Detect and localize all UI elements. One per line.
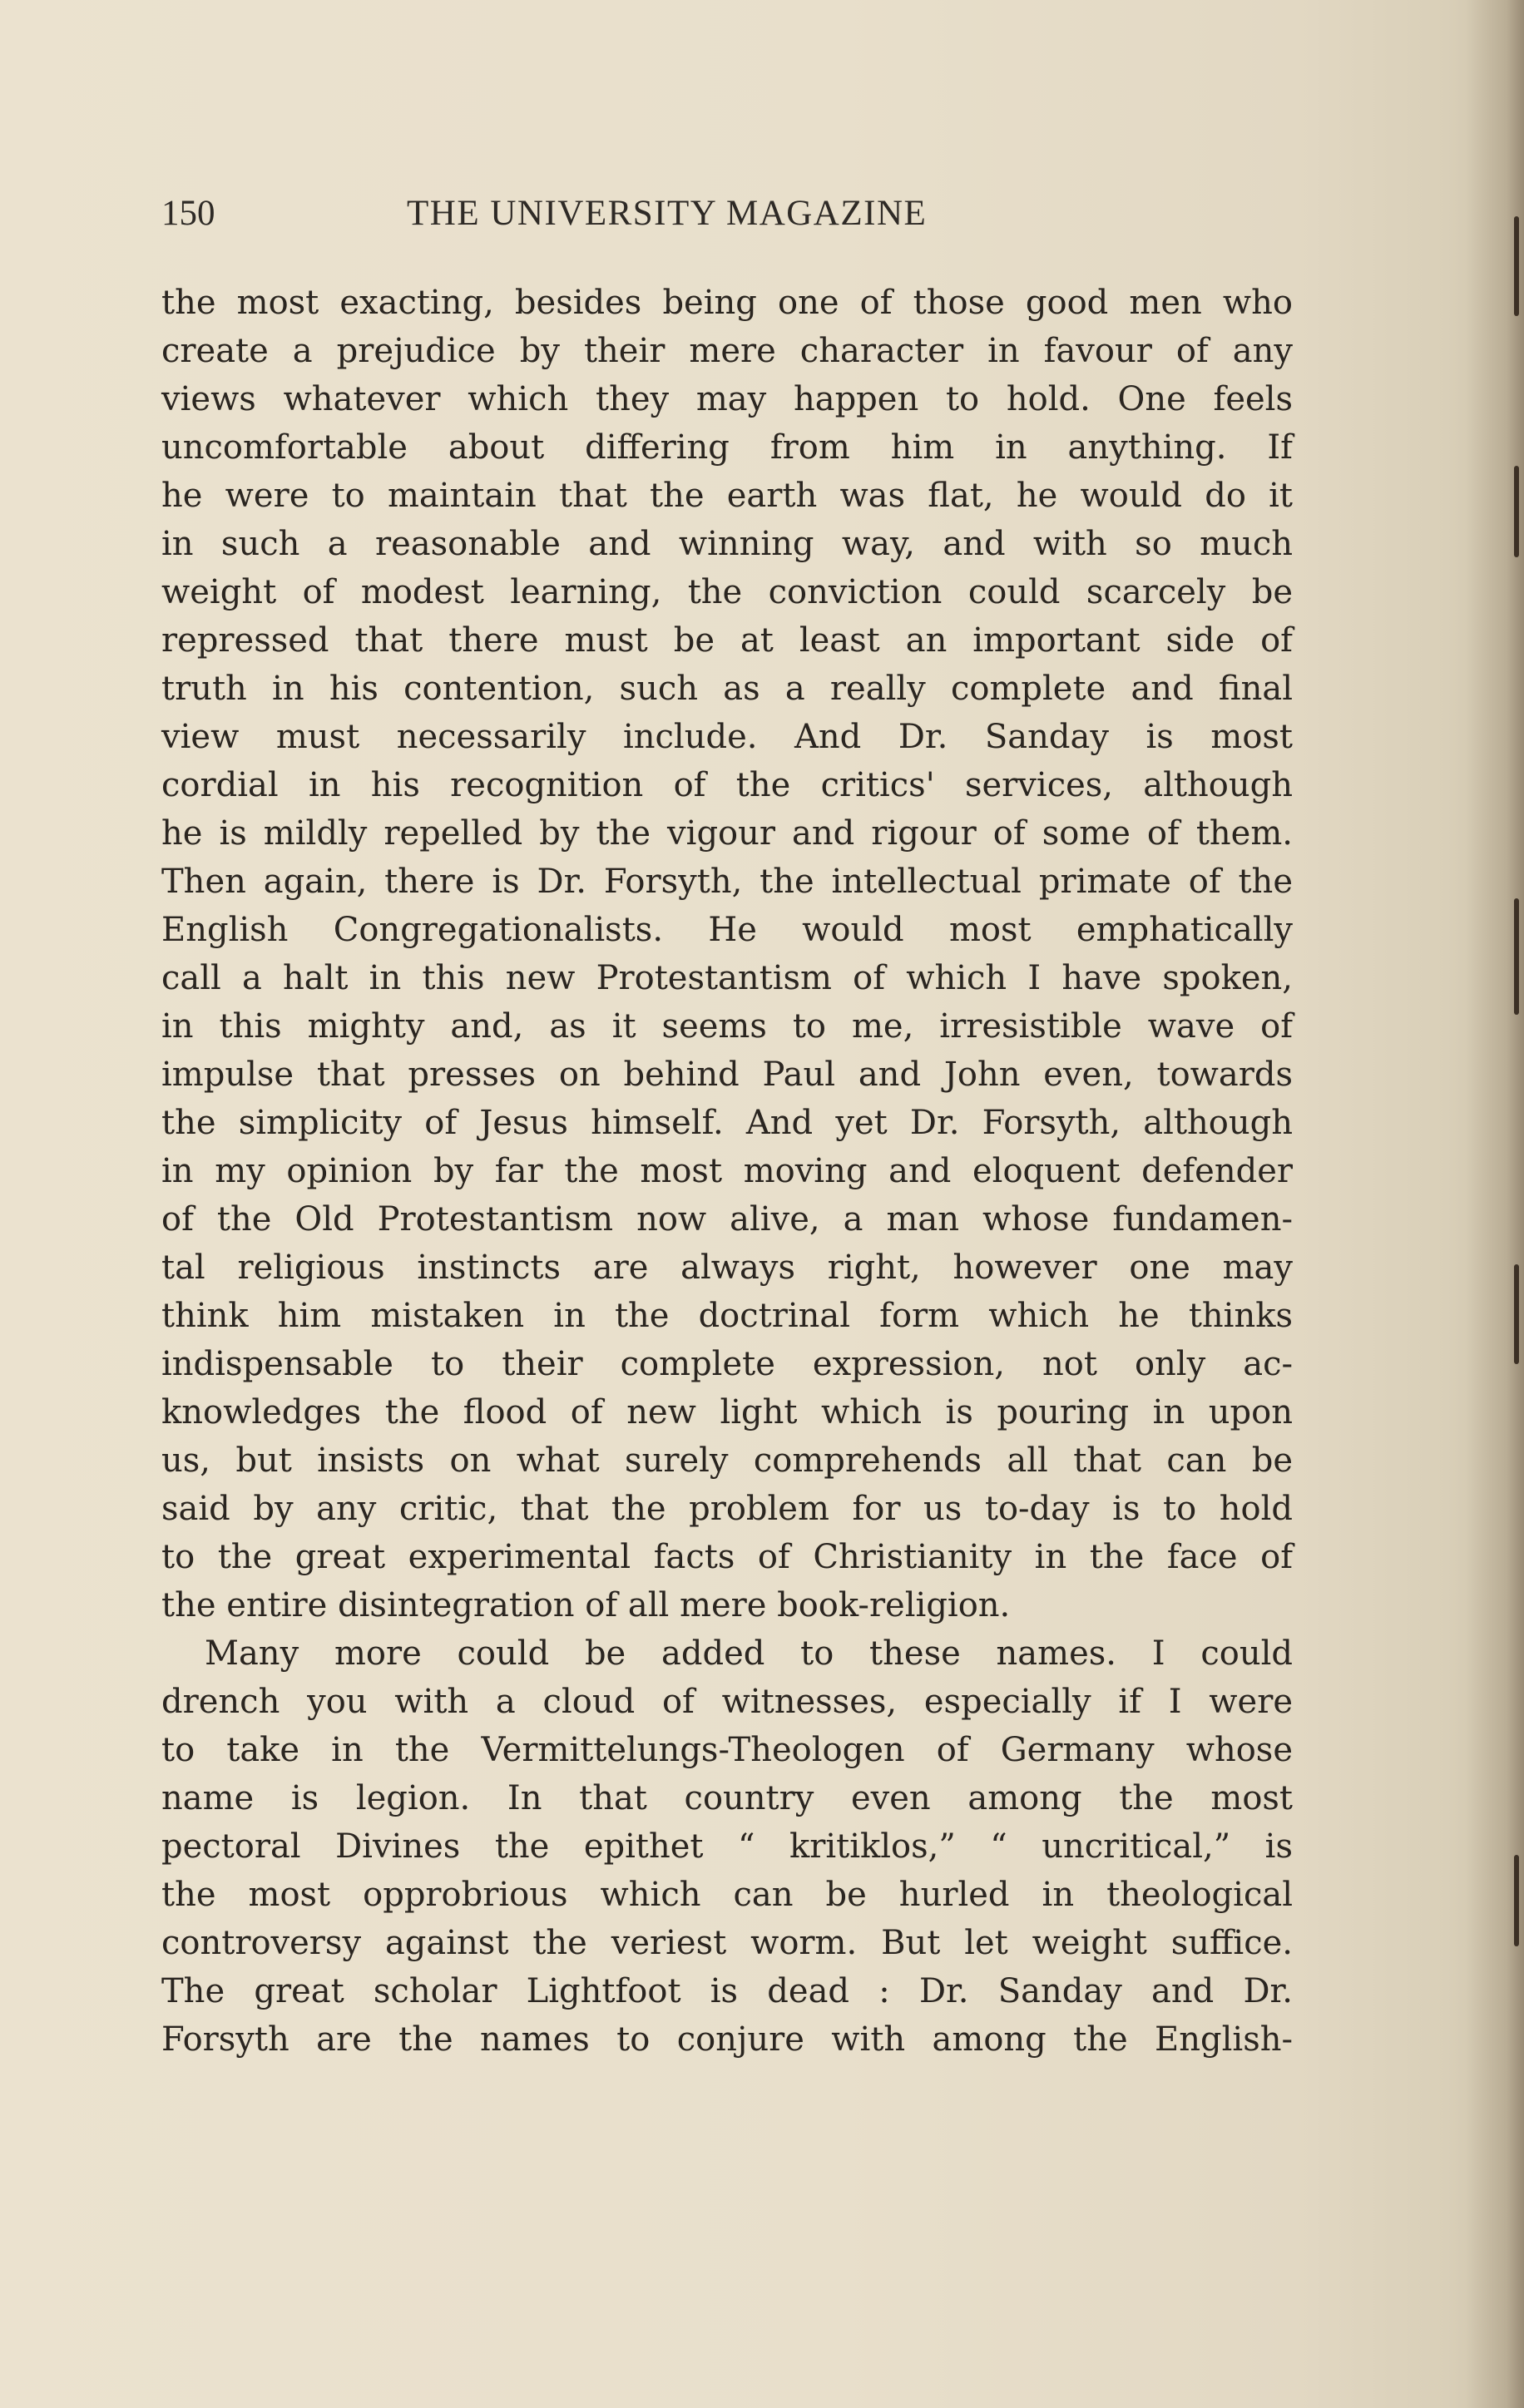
text-line: the most opprobrious which can be hurled in theological (161, 1876, 1293, 1914)
text-line: drench you with a cloud of witnesses, especially if I were (161, 1683, 1293, 1721)
text-line: the most exacting, besides being one of those good men who (161, 284, 1293, 322)
text-line: said by any critic, that the problem for us to-day is to hold (161, 1490, 1293, 1528)
text-line: to the great experimental facts of Christianity in the face of (161, 1538, 1293, 1576)
text-line: create a prejudice by their mere character in favour of any (161, 332, 1293, 370)
text-line: The great scholar Lightfoot is dead : Dr. Sanday and Dr. (161, 1972, 1293, 2010)
text-line: pectoral Divines the epithet “ kritiklos,” “ uncritical,” is (161, 1827, 1293, 1866)
running-head (161, 193, 1060, 251)
text-line: repressed that there must be at least an important side of (161, 621, 1293, 660)
text-line: indispensable to their complete expression, not only ac- (161, 1345, 1293, 1383)
paragraph (161, 1629, 1293, 2064)
text-line: in this mighty and, as it seems to me, irresistible wave of (161, 1007, 1293, 1046)
page-edge-mark (1514, 1855, 1519, 1946)
page-edge-shadow (1466, 0, 1524, 2408)
text-line: controversy against the veriest worm. But let weight suffice. (161, 1924, 1293, 1962)
paragraph (161, 279, 1293, 1629)
text-line: English Congregationalists. He would most emphatically (161, 911, 1293, 949)
journal-title: THE UNIVERSITY MAGAZINE (407, 194, 928, 233)
text-line: he were to maintain that the earth was flat, he would do it (161, 477, 1293, 515)
text-line: us, but insists on what surely comprehends all that can be (161, 1441, 1293, 1480)
text-line: of the Old Protestantism now alive, a man whose fundamen- (161, 1200, 1293, 1239)
page-edge-mark (1514, 898, 1519, 1015)
text-line: cordial in his recognition of the critics' services, although (161, 766, 1293, 804)
text-line: think him mistaken in the doctrinal form which he thinks (161, 1297, 1293, 1335)
text-line: truth in his contention, such as a really complete and final (161, 670, 1293, 708)
text-line: the simplicity of Jesus himself. And yet Dr. Forsyth, although (161, 1104, 1293, 1142)
text-line: call a halt in this new Protestantism of which I have spoken, (161, 959, 1293, 997)
text-line: knowledges the flood of new light which is pouring in upon (161, 1393, 1293, 1431)
text-line: Forsyth are the names to conjure with among the English- (161, 2020, 1293, 2059)
page-edge-mark (1514, 216, 1519, 316)
text-line: views whatever which they may happen to hold. One feels (161, 380, 1293, 418)
text-line: tal religious instincts are always right, however one may (161, 1249, 1293, 1287)
text-line: Then again, there is Dr. Forsyth, the intellectual primate of the (161, 863, 1293, 901)
text-line: he is mildly repelled by the vigour and rigour of some of them. (161, 814, 1293, 853)
page-edge-mark (1514, 1264, 1519, 1364)
body-text (161, 279, 1293, 2064)
text-line: the entire disintegration of all mere book-religion. (161, 1586, 1011, 1624)
text-line: view must necessarily include. And Dr. Sanday is most (161, 718, 1293, 756)
page-number: 150 (161, 194, 215, 233)
text-line: name is legion. In that country even among the most (161, 1779, 1293, 1817)
page-edge-mark (1514, 466, 1519, 557)
text-line: uncomfortable about differing from him in anything. If (161, 428, 1293, 467)
text-line: impulse that presses on behind Paul and John even, towards (161, 1056, 1293, 1094)
text-line: Many more could be added to these names. I could (205, 1634, 1293, 1673)
text-line: in such a reasonable and winning way, and with so much (161, 525, 1293, 563)
text-line: weight of modest learning, the conviction could scarcely be (161, 573, 1293, 611)
text-line: in my opinion by far the most moving and eloquent defender (161, 1152, 1293, 1190)
text-line: to take in the Vermittelungs-Theologen of Germany whose (161, 1731, 1293, 1769)
